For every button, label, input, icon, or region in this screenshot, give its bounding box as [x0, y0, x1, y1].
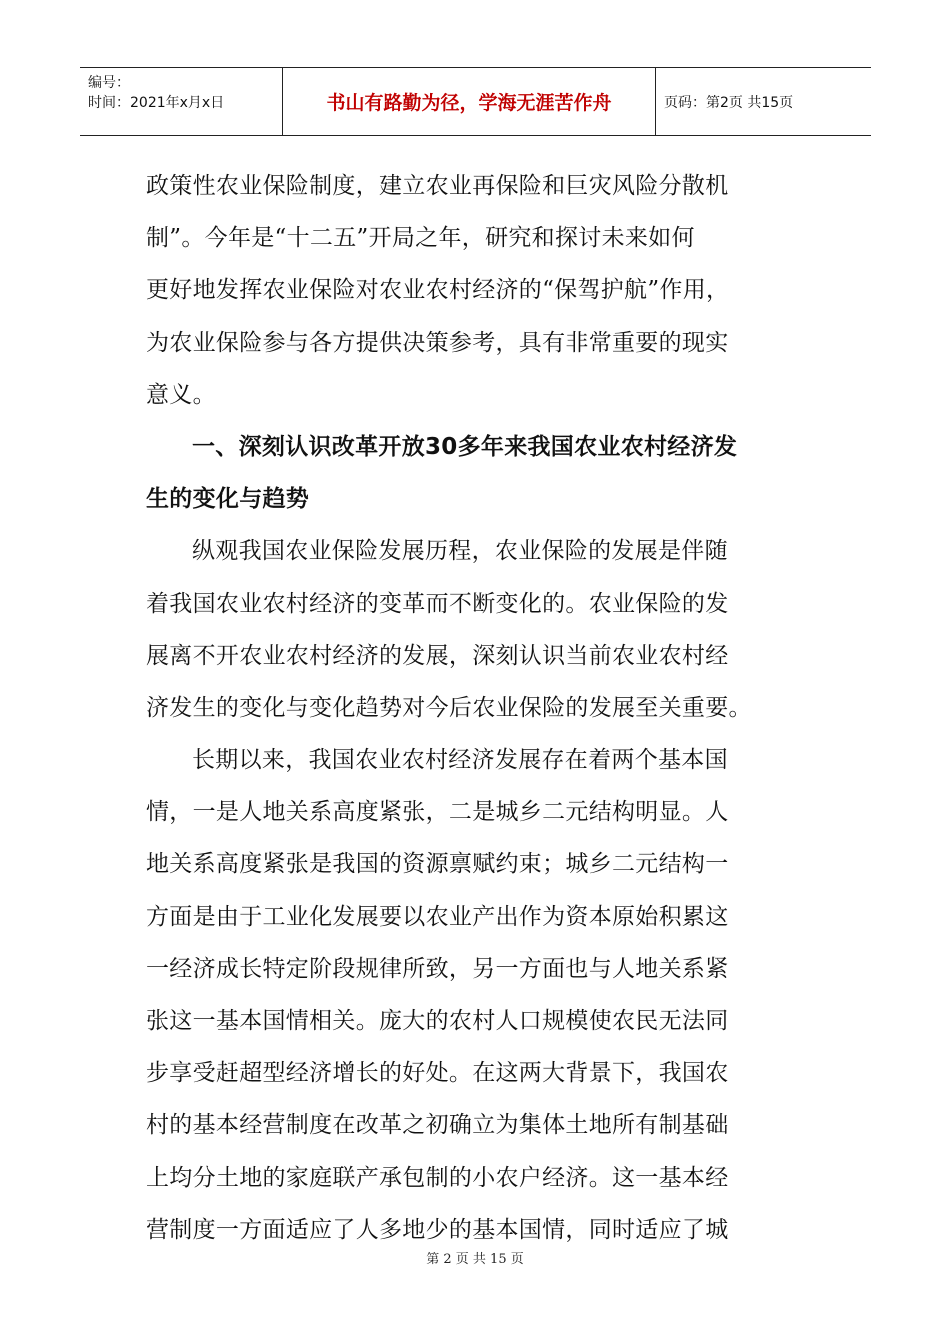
- header-motto: 书山有路勤为径，学海无涯苦作舟: [283, 68, 656, 135]
- document-header: [80, 67, 871, 136]
- body-line: 意义。: [146, 381, 216, 408]
- number-label: 编号：: [88, 75, 130, 91]
- body-line: 步享受赶超型经济增长的好处。在这两大背景下，我国农: [146, 1060, 729, 1087]
- document-body: [146, 160, 806, 1256]
- body-line: 方面是由于工业化发展要以农业产出作为资本原始积累这: [146, 903, 729, 930]
- header-meta: [80, 68, 283, 135]
- section-heading-line: 生的变化与趋势: [146, 486, 310, 513]
- time-label: 时间：2021年x月x日: [88, 95, 225, 111]
- body-line: 政策性农业保险制度，建立农业再保险和巨灾风险分散机: [146, 173, 729, 199]
- body-line: 营制度一方面适应了人多地少的基本国情，同时适应了城: [146, 1216, 729, 1243]
- body-line: 长期以来，我国农业农村经济发展存在着两个基本国: [192, 747, 728, 774]
- body-line: 一经济成长特定阶段规律所致，另一方面也与人地关系紧: [146, 955, 729, 982]
- body-line: 张这一基本国情相关。庞大的农村人口规模使农民无法同: [146, 1008, 729, 1034]
- body-line: 展离不开农业农村经济的发展，深刻认识当前农业农村经: [146, 642, 729, 669]
- section-heading-line: 一、深刻认识改革开放30多年来我国农业农村经济发: [192, 433, 738, 460]
- page-footer: 第 2 页 共 15 页: [426, 1252, 524, 1267]
- body-line: 更好地发挥农业保险对农业农村经济的“保驾护航”作用，: [146, 277, 730, 304]
- body-line: 村的基本经营制度在改革之初确立为集体土地所有制基础: [146, 1112, 729, 1139]
- body-line: 地关系高度紧张是我国的资源禀赋约束；城乡二元结构一: [146, 851, 729, 878]
- body-line: 济发生的变化与变化趋势对今后农业保险的发展至关重要。: [146, 694, 752, 721]
- body-line: 为农业保险参与各方提供决策参考，具有非常重要的现实: [146, 329, 729, 356]
- body-line: 情，一是人地关系高度紧张，二是城乡二元结构明显。人: [146, 799, 729, 826]
- body-line: 上均分土地的家庭联产承包制的小农户经济。这一基本经: [146, 1164, 729, 1191]
- body-line: 制”。今年是“十二五”开局之年，研究和探讨未来如何: [146, 225, 695, 252]
- body-line: 着我国农业农村经济的变革而不断变化的。农业保险的发: [146, 590, 729, 617]
- header-page-info: 页码：第2页 共15页: [664, 94, 794, 111]
- body-line: 纵观我国农业保险发展历程，农业保险的发展是伴随: [192, 538, 728, 565]
